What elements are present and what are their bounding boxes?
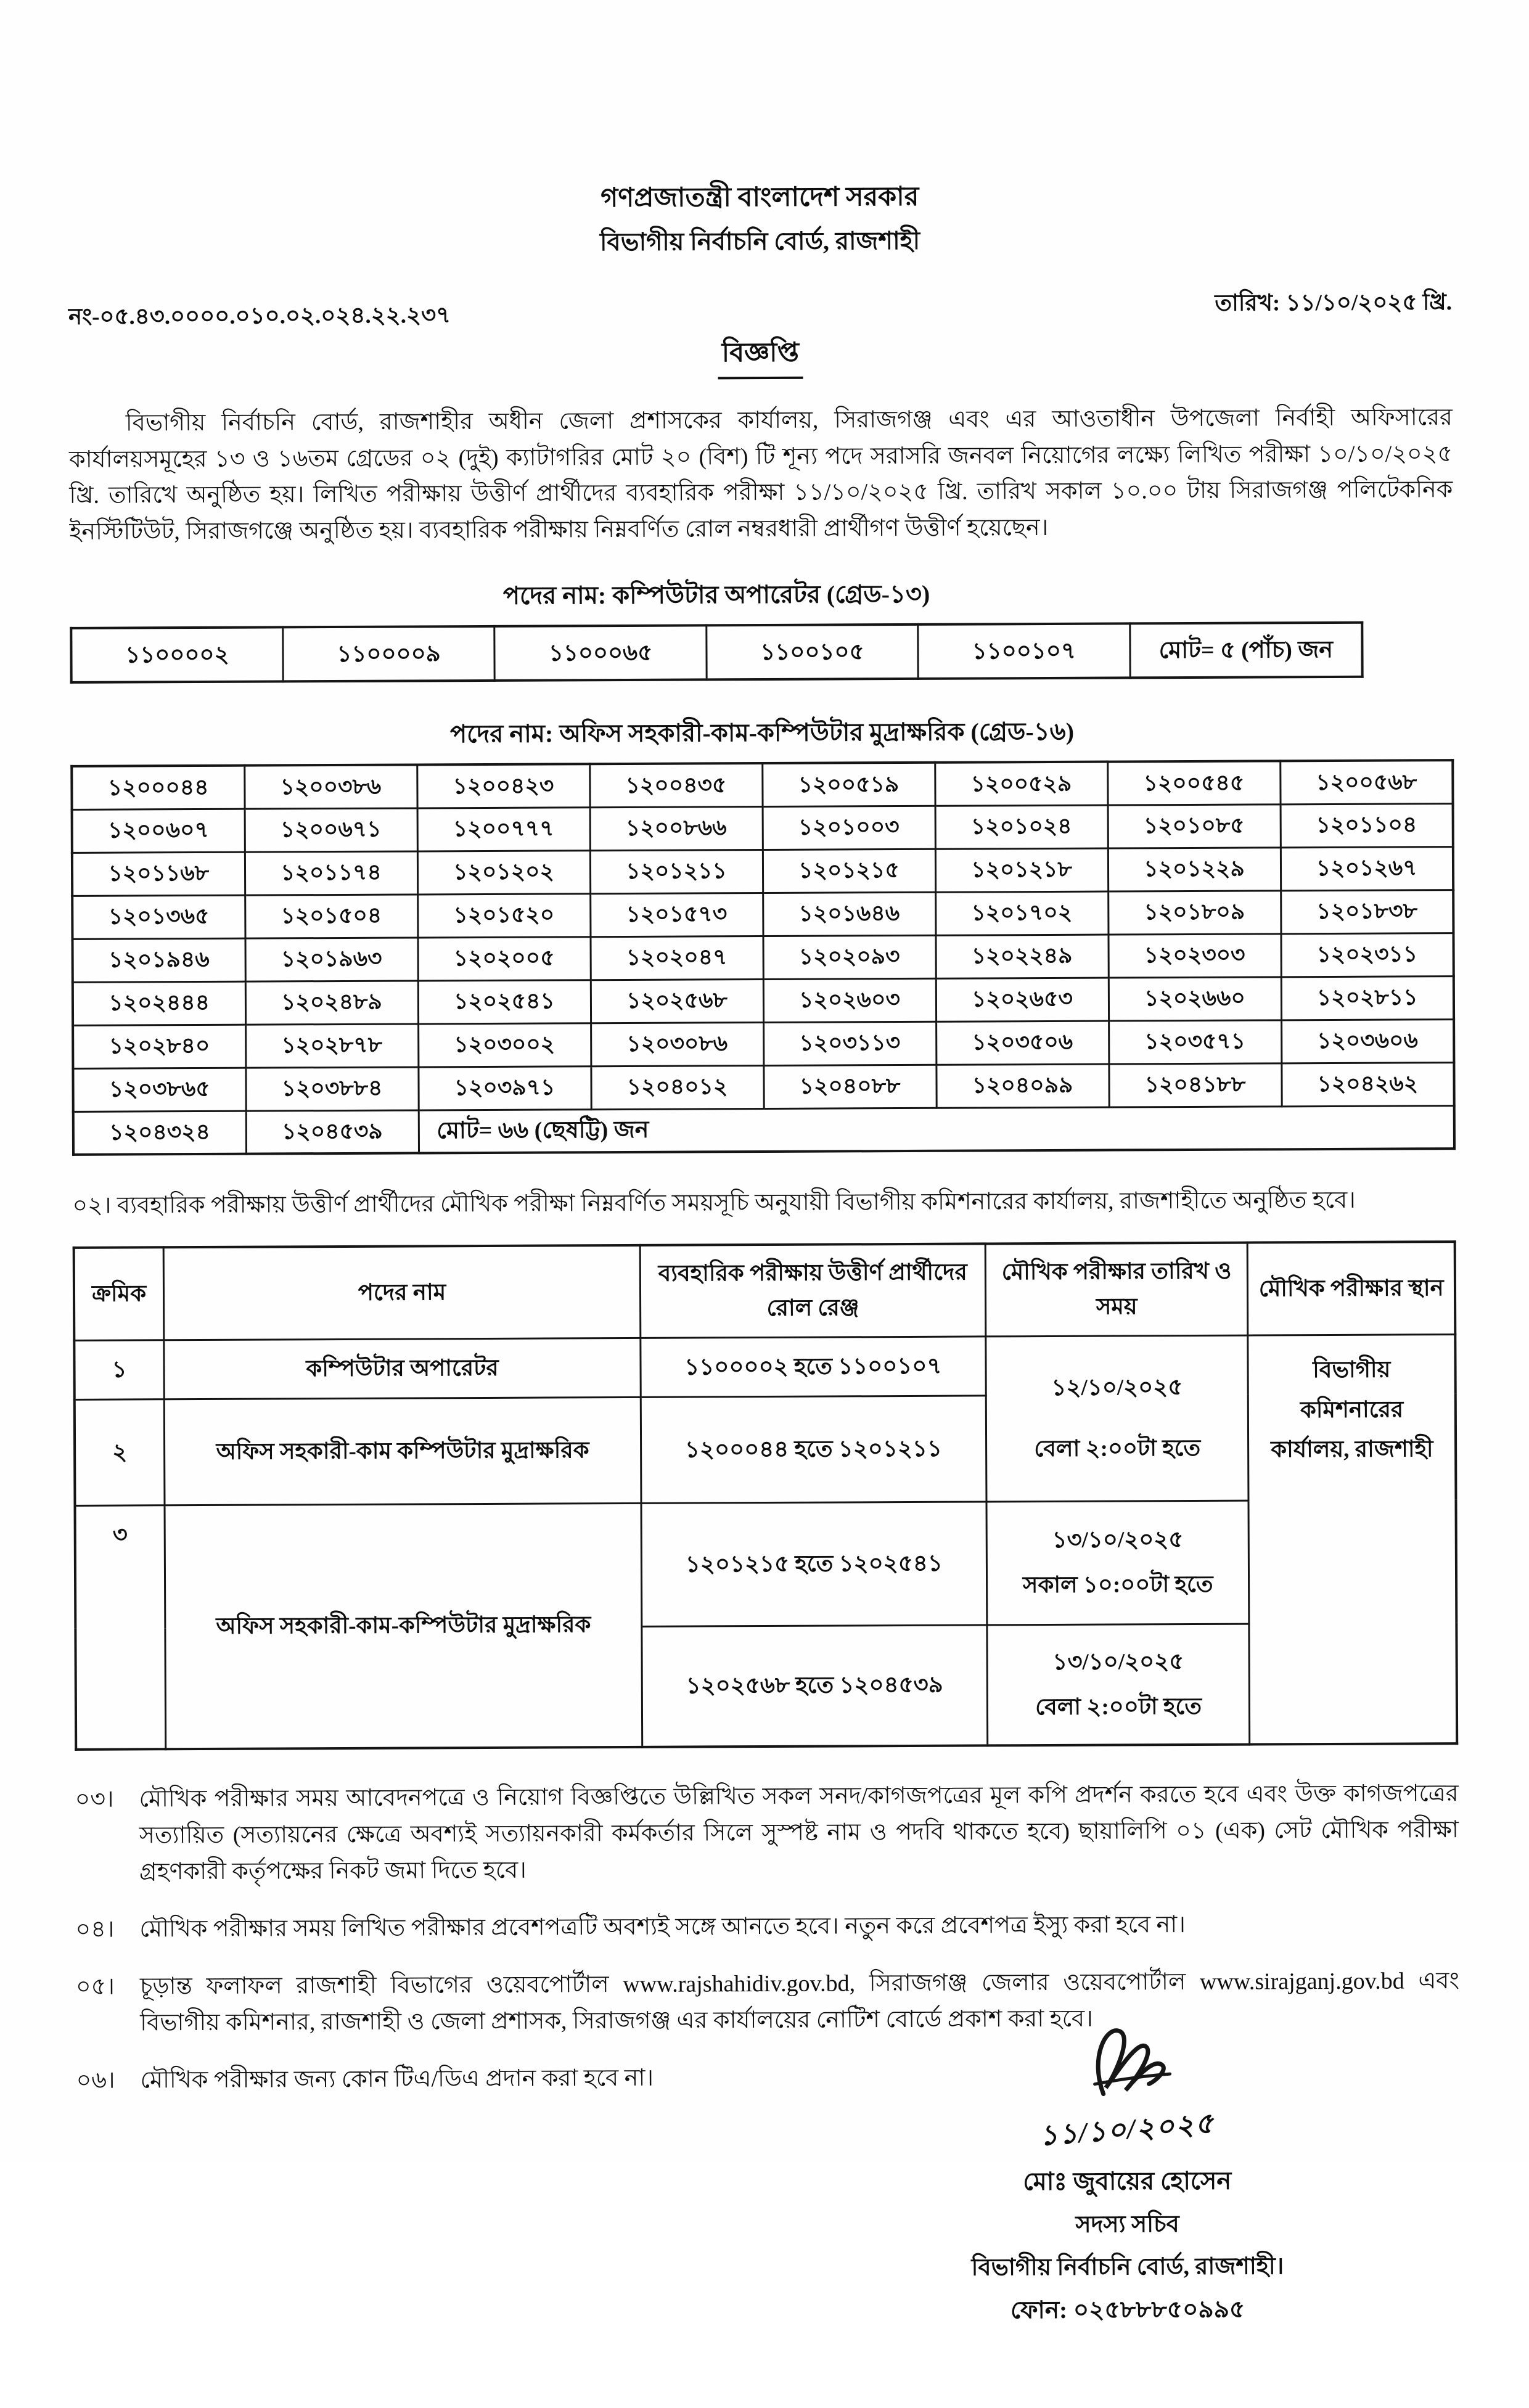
roll-range-cell: ১২০১২১৫ হতে ১২০২৫৪১: [641, 1502, 987, 1626]
signatory-phone: ফোন: ০২৫৮৮৮৫০৯৯৫: [1010, 2296, 1245, 2324]
roll-cell: ১২০৪০৯৯: [936, 1064, 1109, 1108]
spacer: [993, 1405, 1242, 1432]
col-header-datetime: মৌখিক পরীক্ষার তারিখ ও সময়: [985, 1243, 1248, 1337]
document-header: [68, 174, 1452, 263]
roll-cell: ১২০১২১৫: [763, 849, 935, 893]
item-03: [75, 1775, 1459, 1890]
signatory-designation: সদস্য সচিব: [1075, 2211, 1179, 2238]
roll-cell: ১২০২৬০৩: [763, 978, 936, 1022]
roll-cell: ১২০০৮৬৬: [590, 806, 763, 850]
roll-cell: ১১০০০৬৫: [494, 626, 707, 681]
grade16-roll-rows: [72, 760, 1454, 1112]
roll-cell: ১২০০৩৮৬: [244, 765, 417, 809]
roll-cell: ১২০২০৯৩: [763, 935, 935, 979]
roll-cell: ১২০৩০৮৬: [591, 1022, 763, 1066]
roll-cell: ১২০১১৬৮: [72, 852, 245, 896]
item-text: মৌখিক পরীক্ষার সময় আবেদনপত্রে ও নিয়োগ বিজ্ঞপ্তিতে উল্লিখিত সকল সনদ/কাগজপত্রের মূল কপি প্রদর্শন করতে হবে এবং উক্ত কাগজপত্রের সত্যায়িত (সত্যায়নের ক্ষেত্রে অবশ্যই সত্যায়নকারী কর্মকর্তার সিলে সুস্পষ্ট নাম ও পদবি থাকতে হবে) ছায়ালিপি ০১ (এক) সেট মৌখিক পরীক্ষা গ্রহণকারী কর্তৃপক্ষের নিকট জমা দিতে হবে।: [139, 1780, 1459, 1885]
roll-cell: ১২০১০০৩: [763, 806, 935, 850]
roll-cell: ১২০১৭০২: [935, 891, 1108, 935]
item-number: ০৬।: [76, 2067, 115, 2094]
viva-date: ১৩/১০/২০২৫: [1052, 1526, 1184, 1553]
roll-cell: ১২০১৯৬৩: [245, 938, 417, 981]
viva-date: ১৩/১০/২০২৫: [1052, 1648, 1184, 1675]
roll-cell: ১২০২০০৫: [417, 936, 590, 980]
item-text: মৌখিক পরীক্ষার জন্য কোন টিএ/ডিএ প্রদান করা হবে না।: [140, 2065, 654, 2094]
roll-cell: ১২০৪১৮৮: [1109, 1063, 1281, 1107]
roll-row: [73, 1062, 1454, 1112]
item-number: ০৪।: [75, 1916, 115, 1943]
roll-cell: ১২০৪০১২: [591, 1065, 763, 1109]
post-cell: অফিস সহকারী-কাম-কম্পিউটার মুদ্রাক্ষরিক: [165, 1503, 642, 1749]
viva-date: ১২/১০/২০২৫: [1051, 1374, 1183, 1401]
roll-cell: ১২০০৫২৯: [935, 762, 1107, 806]
roll-cell: ১২০০৪৩৫: [589, 763, 762, 807]
intro-paragraph: বিভাগীয় নির্বাচনি বোর্ড, রাজশাহীর অধীন জেলা প্রশাসকের কার্যালয়, সিরাজগঞ্জ এবং এর আওতাধীন উপজেলা নির্বাহী অফিসারের কার্যালয়সমূহের ১৩ ও ১৬তম গ্রেডের ০২ (দুই) ক্যাটাগরির মোট ২০ (বিশ) টি শূন্য পদে সরাসরি জনবল নিয়োগের লক্ষ্যে লিখিত পরীক্ষা ১০/১০/২০২৫ খ্রি. তারিখে অনুষ্ঠিত হয়। লিখিত পরীক্ষায় উত্তীর্ণ প্রার্থীদের ব্যবহারিক পরীক্ষা ১১/১০/২০২৫ খ্রি. তারিখ সকাল ১০.০০ টায় সিরাজগঞ্জ পলিটেকনিক ইনস্টিটিউট, সিরাজগঞ্জে অনুষ্ঠিত হয়। ব্যবহারিক পরীক্ষায় নিম্নবর্ণিত রোল নম্বরধারী প্রার্থীগণ উত্তীর্ণ হয়েছেন।: [69, 404, 1453, 546]
roll-cell: ১২০১২১৮: [935, 848, 1108, 892]
roll-cell: ১২০২৩১১: [1281, 933, 1453, 977]
roll-cell: ১২০১০৮৫: [1108, 805, 1281, 848]
roll-cell: ১২০১১০৪: [1281, 803, 1453, 847]
roll-cell: ১২০১২০২: [417, 850, 590, 894]
office-title: বিভাগীয় নির্বাচনি বোর্ড, রাজশাহী: [599, 226, 920, 256]
grade16-table-title: পদের নাম: অফিস সহকারী-কাম-কম্পিউটার মুদ্রাক্ষরিক (গ্রেড-১৬): [449, 717, 1075, 748]
roll-cell: ১১০০১০৭: [918, 624, 1130, 679]
grade13-table-title: পদের নাম: কম্পিউটার অপারেটর (গ্রেড-১৩): [502, 580, 930, 610]
roll-row: [71, 623, 1362, 682]
roll-cell: ১২০২৩০৩: [1108, 934, 1281, 978]
roll-cell: ১২০৪০৮৮: [763, 1065, 936, 1108]
roll-cell: ১১০০০০২: [71, 628, 283, 682]
roll-cell: ১২০১৬৪৬: [763, 892, 935, 936]
roll-cell: ১২০০৬৭১: [245, 808, 417, 852]
roll-cell: ১২০২৮৪০: [73, 1025, 245, 1068]
roll-cell: ১২০০৭৭৭: [417, 807, 590, 851]
signature-block: [818, 2013, 1436, 2330]
roll-total-row: [73, 1105, 1454, 1155]
roll-cell: ১২০১১৭৪: [245, 851, 417, 895]
roll-cell: ১১০০০০৯: [283, 626, 495, 681]
datetime-cell: [987, 1624, 1250, 1746]
viva-schedule-table: [73, 1240, 1459, 1751]
notice-title: বিজ্ঞপ্তি: [718, 333, 803, 379]
viva-time: সকাল ১০:০০টা হতে: [1022, 1572, 1213, 1599]
signatory-name: মোঃ জুবায়ের হোসেন: [1023, 2166, 1232, 2196]
viva-time: বেলা ২:০০টা হতে: [1035, 1693, 1202, 1721]
schedule-row-1: [74, 1334, 1455, 1399]
item-text: চূড়ান্ত ফলাফল রাজশাহী বিভাগের ওয়েবপোর্টাল www.rajshahidiv.gov.bd, সিরাজগঞ্জ জেলার ওয়েবপোর্টাল www.sirajganj.gov.bd এবং বিভাগীয় কমিশনার, রাজশাহী ও জেলা প্রশাসক, সিরাজগঞ্জ এর কার্যালয়ের নোটিশ বোর্ডে প্রকাশ করা হবে।: [139, 1967, 1459, 2036]
roll-cell: ১২০০৫৬৮: [1280, 760, 1453, 804]
roll-cell: ১২০৩৫০৬: [936, 1021, 1109, 1065]
roll-cell: ১২০১৩৬৫: [72, 895, 245, 939]
roll-cell: ১২০৩০০২: [418, 1023, 591, 1067]
roll-cell: ১২০২৫৪১: [418, 980, 591, 1023]
col-header-post: পদের নাম: [163, 1245, 640, 1340]
datetime-cell: [986, 1335, 1249, 1502]
item-06: [76, 2059, 906, 2099]
grade13-total: মোট= ৫ (পাঁচ) জন: [1129, 623, 1362, 678]
roll-row: [73, 976, 1454, 1025]
roll-range-cell: ১১০০০০২ হতে ১১০০১০৭: [641, 1337, 986, 1397]
roll-cell: ১২০৪২৬২: [1281, 1062, 1454, 1106]
roll-cell: ১২০২৬৫৩: [936, 978, 1109, 1022]
roll-cell: ১২০৩৮৬৫: [73, 1068, 245, 1112]
memo-row: [68, 285, 1452, 335]
roll-row: [72, 803, 1453, 853]
paragraph-02: ০২। ব্যবহারিক পরীক্ষায় উত্তীর্ণ প্রার্থীদের মৌখিক পরীক্ষা নিম্নবর্ণিত সময়সূচি অনুযায়ী বিভাগীয় কমিশনারের কার্যালয়, রাজশাহীতে অনুষ্ঠিত হবে।: [72, 1187, 1356, 1219]
document-content: [68, 174, 1461, 2407]
roll-cell: ১২০২৮৭৮: [245, 1024, 418, 1068]
roll-cell: ১২০০৫১৯: [762, 763, 935, 806]
col-header-roll-range: ব্যবহারিক পরীক্ষায় উত্তীর্ণ প্রার্থীদের রোল রেঞ্জ: [640, 1244, 986, 1338]
roll-cell: ১২০১৯৪৬: [72, 938, 245, 982]
venue-cell: বিভাগীয় কমিশনারের কার্যালয়, রাজশাহী: [1248, 1334, 1457, 1744]
government-title: গণপ্রজাতন্ত্রী বাংলাদেশ সরকার: [601, 182, 919, 213]
serial-cell: ১: [74, 1340, 164, 1400]
roll-cell: ১২০২৮১১: [1281, 976, 1454, 1020]
roll-cell: ১২০৪৫৩৯: [246, 1110, 419, 1154]
col-header-serial: ক্রমিক: [74, 1247, 164, 1340]
col-header-venue: মৌখিক পরীক্ষার স্থান: [1248, 1242, 1456, 1335]
roll-row: [72, 890, 1453, 939]
roll-cell: ১২০২৫৬৮: [591, 979, 763, 1023]
grade16-roll-table: [70, 759, 1456, 1156]
numbered-items: [75, 1775, 1459, 2041]
roll-cell: ১২০১২৬৭: [1281, 846, 1453, 890]
roll-cell: ১২০২৬৬০: [1109, 977, 1281, 1021]
bottom-section: [76, 2057, 1461, 2408]
notice-title-wrap: [68, 330, 1452, 382]
schedule-header: [74, 1242, 1456, 1340]
roll-cell: ১২০১০২৪: [935, 805, 1108, 849]
roll-cell: ১২০০০৪৪: [72, 766, 244, 809]
post-cell: অফিস সহকারী-কাম কম্পিউটার মুদ্রাক্ষরিক: [164, 1397, 641, 1505]
grade16-total-row-body: [73, 1105, 1454, 1155]
item-number: ০৩।: [75, 1786, 114, 1813]
roll-cell: ১২০১৫২০: [417, 893, 590, 937]
handwritten-date: ১১/১০/২০২৫: [1038, 2107, 1216, 2152]
roll-range-cell: ১২০২৫৬৮ হতে ১২০৪৫৩৯: [642, 1625, 988, 1747]
memo-date: তারিখ: ১১/১০/২০২৫ খ্রি.: [1215, 289, 1453, 316]
roll-cell: ১২০২৪৮৯: [245, 981, 418, 1025]
post-cell: কম্পিউটার অপারেটর: [164, 1338, 641, 1399]
grade16-total: মোট= ৬৬ (ছেষট্টি) জন: [419, 1105, 1454, 1153]
roll-cell: ১১০০১০৫: [707, 625, 919, 679]
roll-row: [72, 933, 1453, 982]
roll-cell: ১২০০৬০৭: [72, 809, 245, 853]
grade13-roll-table: [70, 621, 1364, 684]
roll-cell: ১২০৩৯৭১: [418, 1066, 591, 1110]
roll-range-cell: ১২০০০৪৪ হতে ১২০১২১১: [641, 1396, 986, 1503]
roll-cell: ১২০৩৬০৬: [1281, 1019, 1454, 1063]
serial-cell: ৩: [75, 1505, 166, 1750]
spacer: [994, 1557, 1242, 1568]
roll-cell: ১২০২৪৪৪: [73, 981, 245, 1025]
item-number: ০৫।: [75, 1973, 115, 2000]
memo-number: নং-০৫.৪৩.০০০০.০১০.০২.০২৪.২২.২৩৭: [68, 302, 451, 330]
roll-cell: ১২০৩৮৮৪: [245, 1067, 418, 1111]
serial-cell: ২: [75, 1399, 165, 1506]
signatory-office: বিভাগীয় নির্বাচনি বোর্ড, রাজশাহী।: [971, 2253, 1284, 2281]
roll-cell: ১২০০৪২৩: [417, 764, 589, 808]
roll-cell: ১২০১৫০৪: [245, 895, 417, 938]
roll-cell: ১২০২০৪৭: [590, 936, 763, 980]
roll-row: [73, 1019, 1454, 1068]
roll-row: [72, 846, 1453, 896]
roll-cell: ১২০৪৩২৪: [73, 1111, 246, 1155]
roll-cell: ১২০১৮৩৮: [1281, 890, 1453, 933]
roll-cell: ১২০১৮০৯: [1108, 891, 1281, 935]
datetime-cell: [986, 1501, 1249, 1625]
roll-row: [72, 760, 1453, 809]
roll-cell: ১২০১২২৯: [1108, 848, 1281, 891]
roll-cell: ১২০০৫৪৫: [1107, 761, 1280, 805]
roll-cell: ১২০১৫৭৩: [590, 893, 763, 936]
item-04: [75, 1906, 1459, 1948]
spacer: [994, 1679, 1243, 1690]
roll-cell: ১২০৩১১৩: [763, 1022, 936, 1065]
viva-time: বেলা ২:০০টা হতে: [1034, 1436, 1201, 1462]
roll-cell: ১২০২২৪৯: [935, 935, 1108, 978]
roll-cell: ১২০৩৫৭১: [1109, 1020, 1281, 1064]
item-text: মৌখিক পরীক্ষার সময় লিখিত পরীক্ষার প্রবেশপত্রটি অবশ্যই সঙ্গে আনতে হবে। নতুন করে প্রবেশপত্র ইস্যু করা হবে না।: [139, 1911, 1186, 1943]
roll-cell: ১২০১২১১: [590, 850, 763, 893]
